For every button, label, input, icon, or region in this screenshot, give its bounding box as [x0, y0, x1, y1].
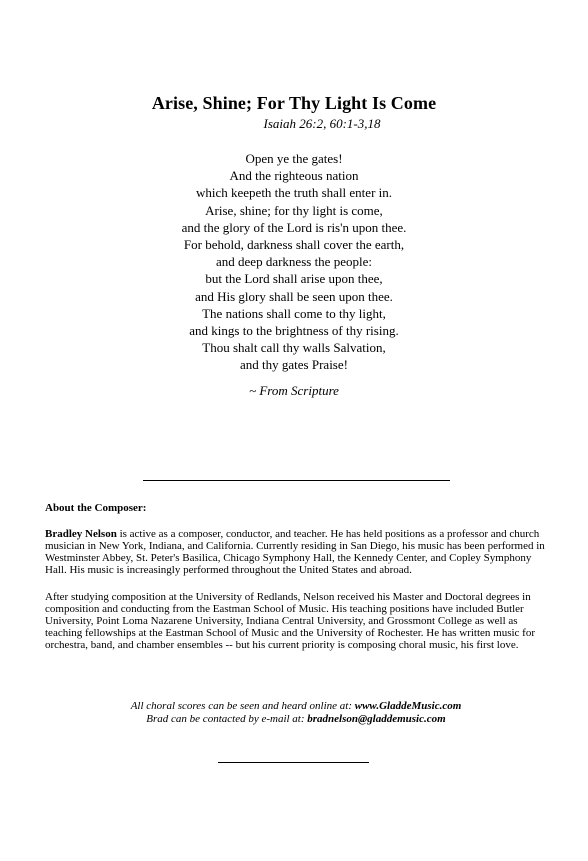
poem-line: and kings to the brightness of thy rising. — [189, 323, 399, 339]
poem-line: and His glory shall be seen upon thee. — [195, 288, 393, 304]
poem-line: Thou shalt call thy walls Salvation, — [202, 340, 386, 356]
website-prefix: All choral scores can be seen and heard online at: — [130, 700, 355, 712]
poem-line: which keepeth the truth shall enter in. — [195, 185, 393, 201]
poem-line: For behold, darkness shall cover the earth, — [183, 237, 405, 253]
footer-divider — [218, 762, 369, 763]
about-heading: About the Composer: — [45, 502, 147, 514]
website-line — [0, 700, 588, 712]
composer-bio-paragraph-1 — [45, 528, 545, 576]
attribution: ~ From Scripture — [249, 383, 339, 398]
poem-line: And the righteous nation — [229, 168, 359, 184]
poem-line: Arise, shine; for thy light is come, — [205, 202, 383, 218]
bio-text-1: is active as a composer, conductor, and teacher. He has held positions as a professor and church musician in New York, Indiana, and California. Currently residing in San Diego, his music has been performed in Westminster Abbey, St. Peter's Basilica, Chicago Symphony Hall, the Kennedy Center, and Copley Symphony Hall. His music is increasingly performed throughout the United States and abroad. — [45, 528, 545, 577]
poem-line: but the Lord shall arise upon thee, — [205, 271, 383, 287]
email-link[interactable]: bradnelson@gladdemusic.com — [307, 713, 446, 725]
email-line — [0, 713, 588, 725]
song-title: Arise, Shine; For Thy Light Is Come — [151, 93, 437, 113]
website-link[interactable]: www.GladdeMusic.com — [354, 700, 462, 712]
poem-line: Open ye the gates! — [245, 151, 343, 166]
poem-line: and deep darkness the people: — [216, 254, 372, 270]
composer-name: Bradley Nelson — [45, 528, 117, 540]
poem-line: and thy gates Praise! — [240, 357, 348, 373]
composer-bio-paragraph-2: After studying composition at the University of Redlands, Nelson received his Master and Doctoral degrees in composition and conducting from the Eastman School of Music. His teaching positions have included Butler University, Point Loma Nazarene University, Indiana Central University, and Grossmont College as well as teaching fellowships at the Eastman School of Music and the University of Rochester. He has written music for orchestra, band, and chamber ensembles -- but his current priority is composing choral music, his first love. — [45, 591, 535, 652]
poem-line: and the glory of the Lord is ris'n upon thee. — [181, 219, 407, 235]
poem-text — [0, 150, 588, 374]
section-divider — [143, 480, 450, 481]
scripture-reference: Isaiah 26:2, 60:1-3,18 — [263, 116, 381, 131]
email-prefix: Brad can be contacted by e-mail at: — [146, 713, 308, 725]
poem-line: The nations shall come to thy light, — [202, 305, 386, 321]
